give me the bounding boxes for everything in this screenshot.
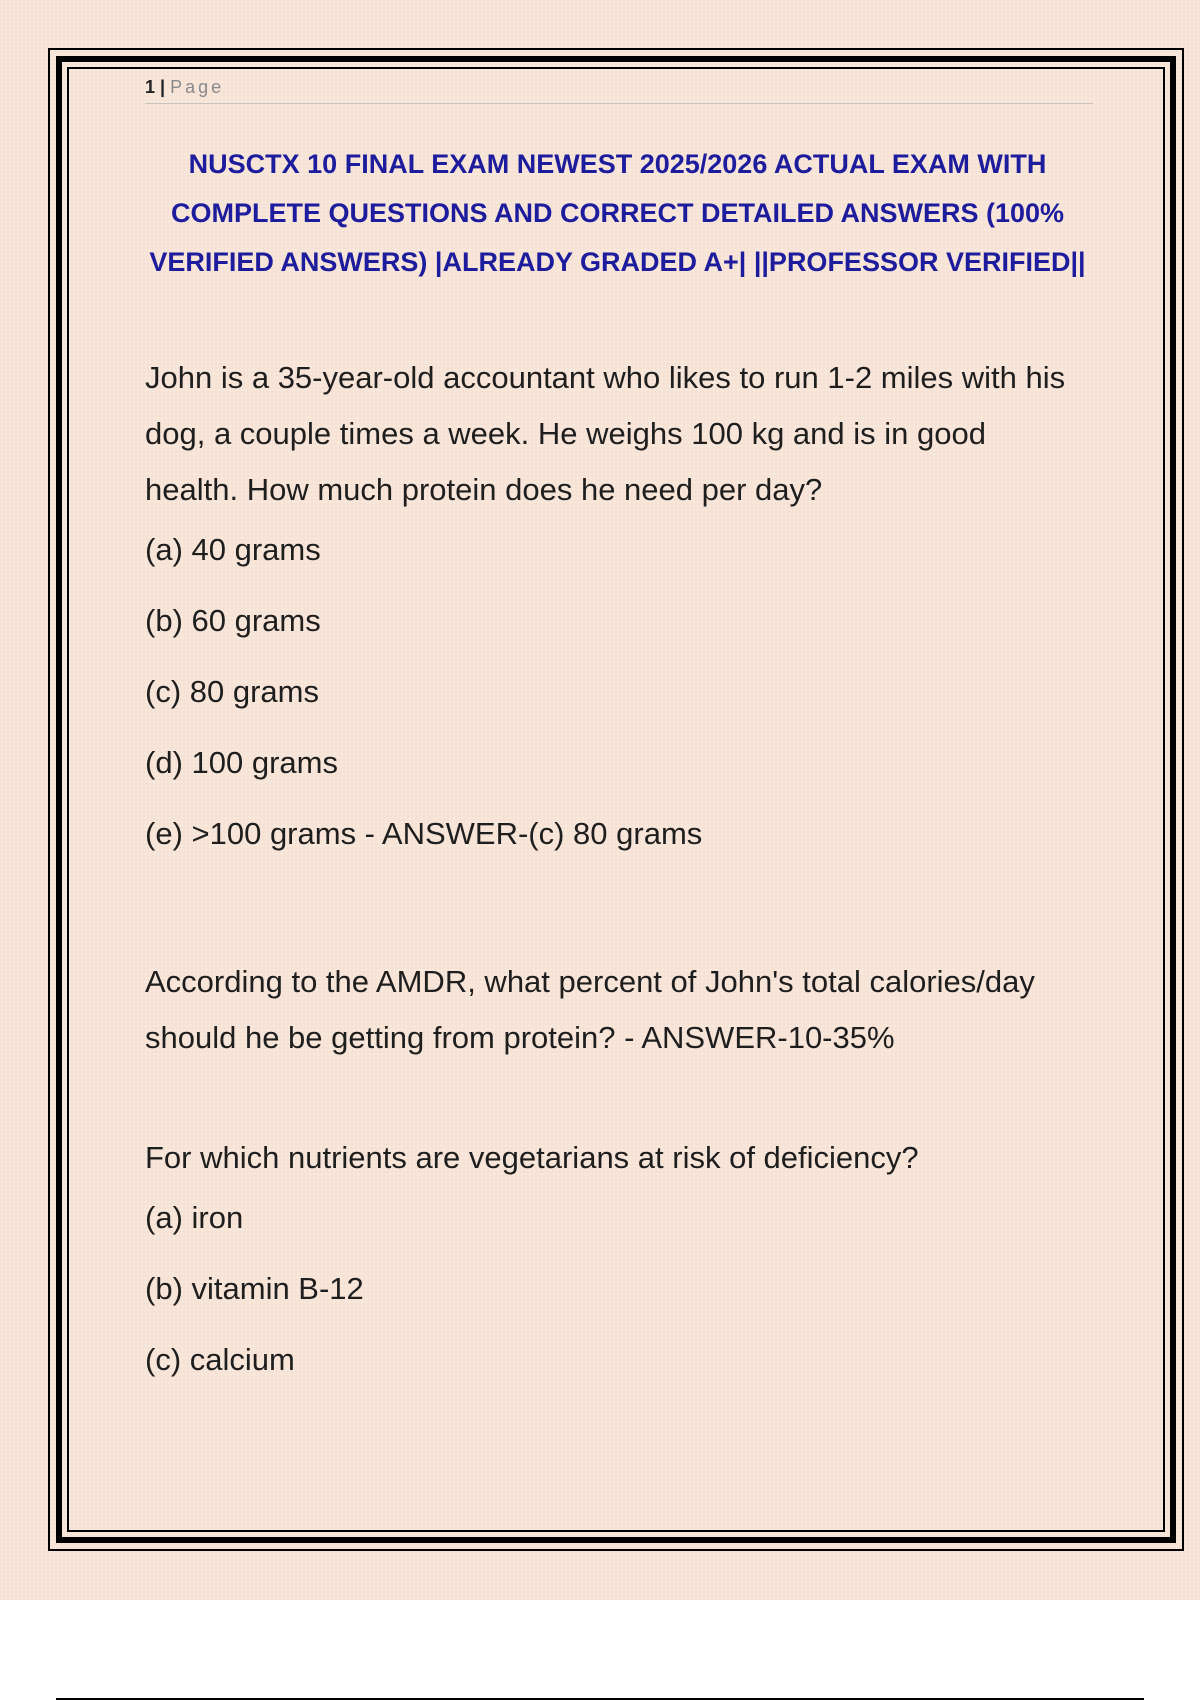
answer-option: (c) calcium	[145, 1342, 295, 1377]
answer-option: (b) vitamin B-12	[145, 1271, 364, 1306]
question-text: For which nutrients are vegetarians at risk of deficiency?	[145, 1140, 919, 1175]
answer-option: (e) >100 grams - ANSWER-(c) 80 grams	[145, 816, 703, 851]
page-separator: |	[160, 77, 166, 97]
answer-option: (c) 80 grams	[145, 674, 319, 709]
answer-option: (d) 100 grams	[145, 745, 338, 780]
page-header	[145, 74, 1093, 104]
spacer	[145, 854, 1085, 954]
page-label: Page	[170, 77, 225, 97]
question-text: According to the AMDR, what percent of John's total calories/day should he be getting from protein? - ANSWER-10-35%	[145, 964, 1035, 1055]
answer-option: (a) 40 grams	[145, 532, 321, 567]
answer-option: (a) iron	[145, 1200, 244, 1235]
document-title: NUSCTX 10 FINAL EXAM NEWEST 2025/2026 ACTUAL EXAM WITH COMPLETE QUESTIONS AND CORRECT DETAILED ANSWERS (100% VERIFIED ANSWERS) |ALREADY GRADED A+| ||PROFESSOR VERIFIED||	[149, 149, 1086, 277]
page-number: 1	[145, 77, 156, 97]
spacer	[145, 1066, 1085, 1130]
answer-option: (b) 60 grams	[145, 603, 321, 638]
question-text: John is a 35-year-old accountant who likes to run 1-2 miles with his dog, a couple times a week. He weighs 100 kg and is in good health. How much protein does he need per day?	[145, 360, 1066, 507]
document-body	[145, 350, 1085, 1380]
